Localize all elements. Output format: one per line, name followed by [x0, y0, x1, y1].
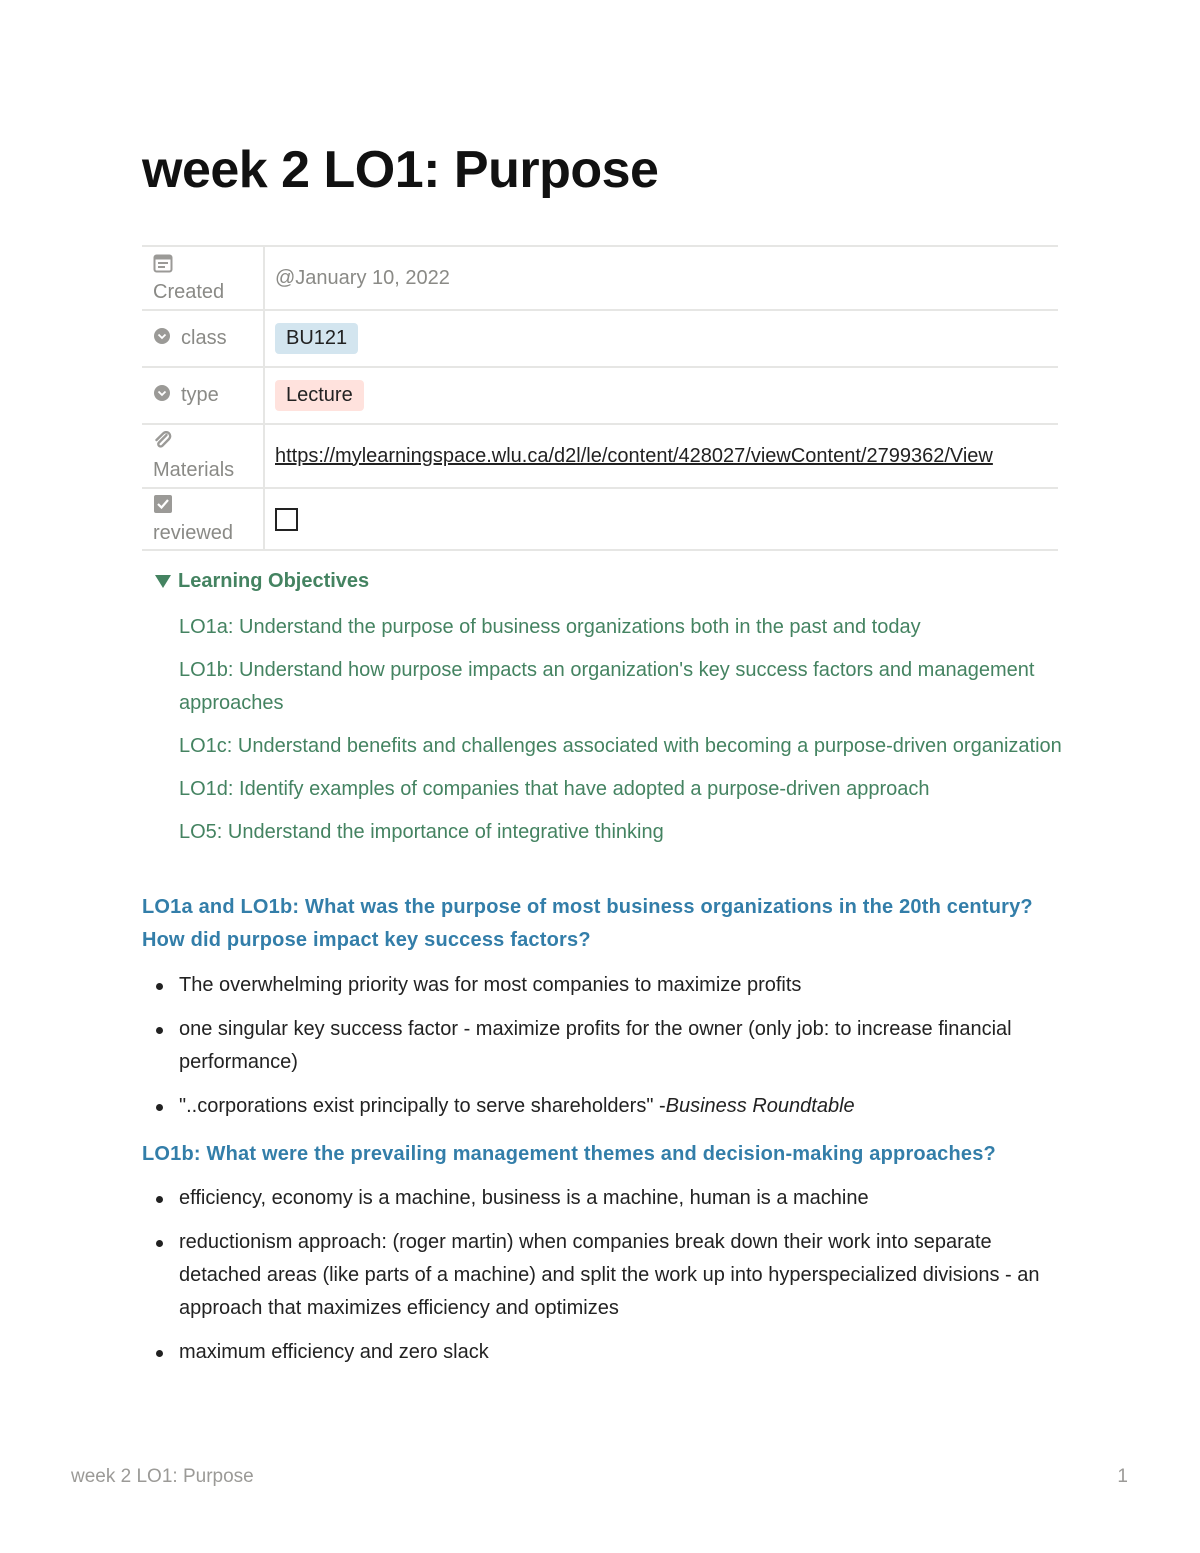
class-tag[interactable]: BU121: [275, 323, 358, 354]
objective-item: LO1c: Understand benefits and challenges associated with becoming a purpose-driven organization: [179, 735, 1062, 757]
property-row-materials: [142, 424, 1058, 488]
bullet-list-2: [142, 1182, 1062, 1380]
learning-objectives-toggle: [155, 570, 1065, 859]
page-number: 1: [1117, 1466, 1128, 1487]
property-label-type: type: [142, 367, 264, 424]
property-value-type[interactable]: [264, 367, 1058, 424]
section-heading-1: LO1a and LO1b: What was the purpose of most business organizations in the 20th century? How did purpose impact key success factors?: [142, 896, 1033, 951]
property-value-created[interactable]: @January 10, 2022: [275, 266, 450, 289]
footer-title: week 2 LO1: Purpose: [71, 1466, 254, 1487]
toggle-body: [179, 611, 1065, 849]
reviewed-checkbox[interactable]: [275, 508, 298, 531]
objective-item: LO1b: Understand how purpose impacts an organization's key success factors and management approaches: [179, 659, 1035, 714]
select-icon: [153, 327, 171, 351]
select-icon: [153, 384, 171, 408]
type-tag[interactable]: Lecture: [275, 380, 364, 411]
toggle-heading: Learning Objectives: [178, 570, 370, 592]
list-item: [142, 1090, 1062, 1123]
quote-source: Business Roundtable: [665, 1095, 855, 1117]
property-value-class[interactable]: [264, 310, 1058, 367]
materials-link[interactable]: https://mylearningspace.wlu.ca/d2l/le/content/428027/viewContent/2799362/View: [275, 444, 993, 467]
triangle-down-icon[interactable]: [155, 575, 171, 588]
property-row-class: [142, 310, 1058, 367]
property-label-materials: Materials: [142, 424, 264, 488]
checkbox-icon: [153, 494, 263, 520]
property-value-reviewed: [264, 488, 1058, 550]
list-item: efficiency, economy is a machine, business is a machine, human is a machine: [142, 1182, 1062, 1215]
calendar-icon: [153, 253, 263, 279]
property-value-materials: [264, 424, 1058, 488]
list-item: one singular key success factor - maximize profits for the owner (only job: to increase financial performance): [142, 1013, 1062, 1079]
property-row-type: [142, 367, 1058, 424]
property-row-reviewed: [142, 488, 1058, 550]
objective-item: LO5: Understand the importance of integrative thinking: [179, 821, 664, 843]
property-label-class: class: [142, 310, 264, 367]
bullet-list-1: [142, 969, 1062, 1134]
property-row-created: [142, 246, 1058, 310]
objective-item: LO1a: Understand the purpose of business organizations both in the past and today: [179, 616, 921, 638]
paperclip-icon: [153, 431, 263, 457]
list-item: maximum efficiency and zero slack: [142, 1336, 1062, 1369]
objective-item: LO1d: Identify examples of companies that have adopted a purpose-driven approach: [179, 778, 930, 800]
property-label-reviewed: reviewed: [142, 488, 264, 550]
list-item: The overwhelming priority was for most companies to maximize profits: [142, 969, 1062, 1002]
section-heading-2: LO1b: What were the prevailing management themes and decision-making approaches?: [142, 1143, 996, 1165]
property-label-created: Created: [142, 246, 264, 310]
toggle-header[interactable]: [155, 570, 1065, 593]
page-title: week 2 LO1: Purpose: [142, 141, 659, 199]
properties-table: [142, 245, 1058, 551]
quote-text: "..corporations exist principally to serve shareholders" -: [179, 1095, 666, 1117]
list-item: reductionism approach: (roger martin) when companies break down their work into separate detached areas (like parts of a machine) and split the work up into hyperspecialized divisions - an approach that maximizes efficiency and optimizes: [142, 1226, 1062, 1325]
